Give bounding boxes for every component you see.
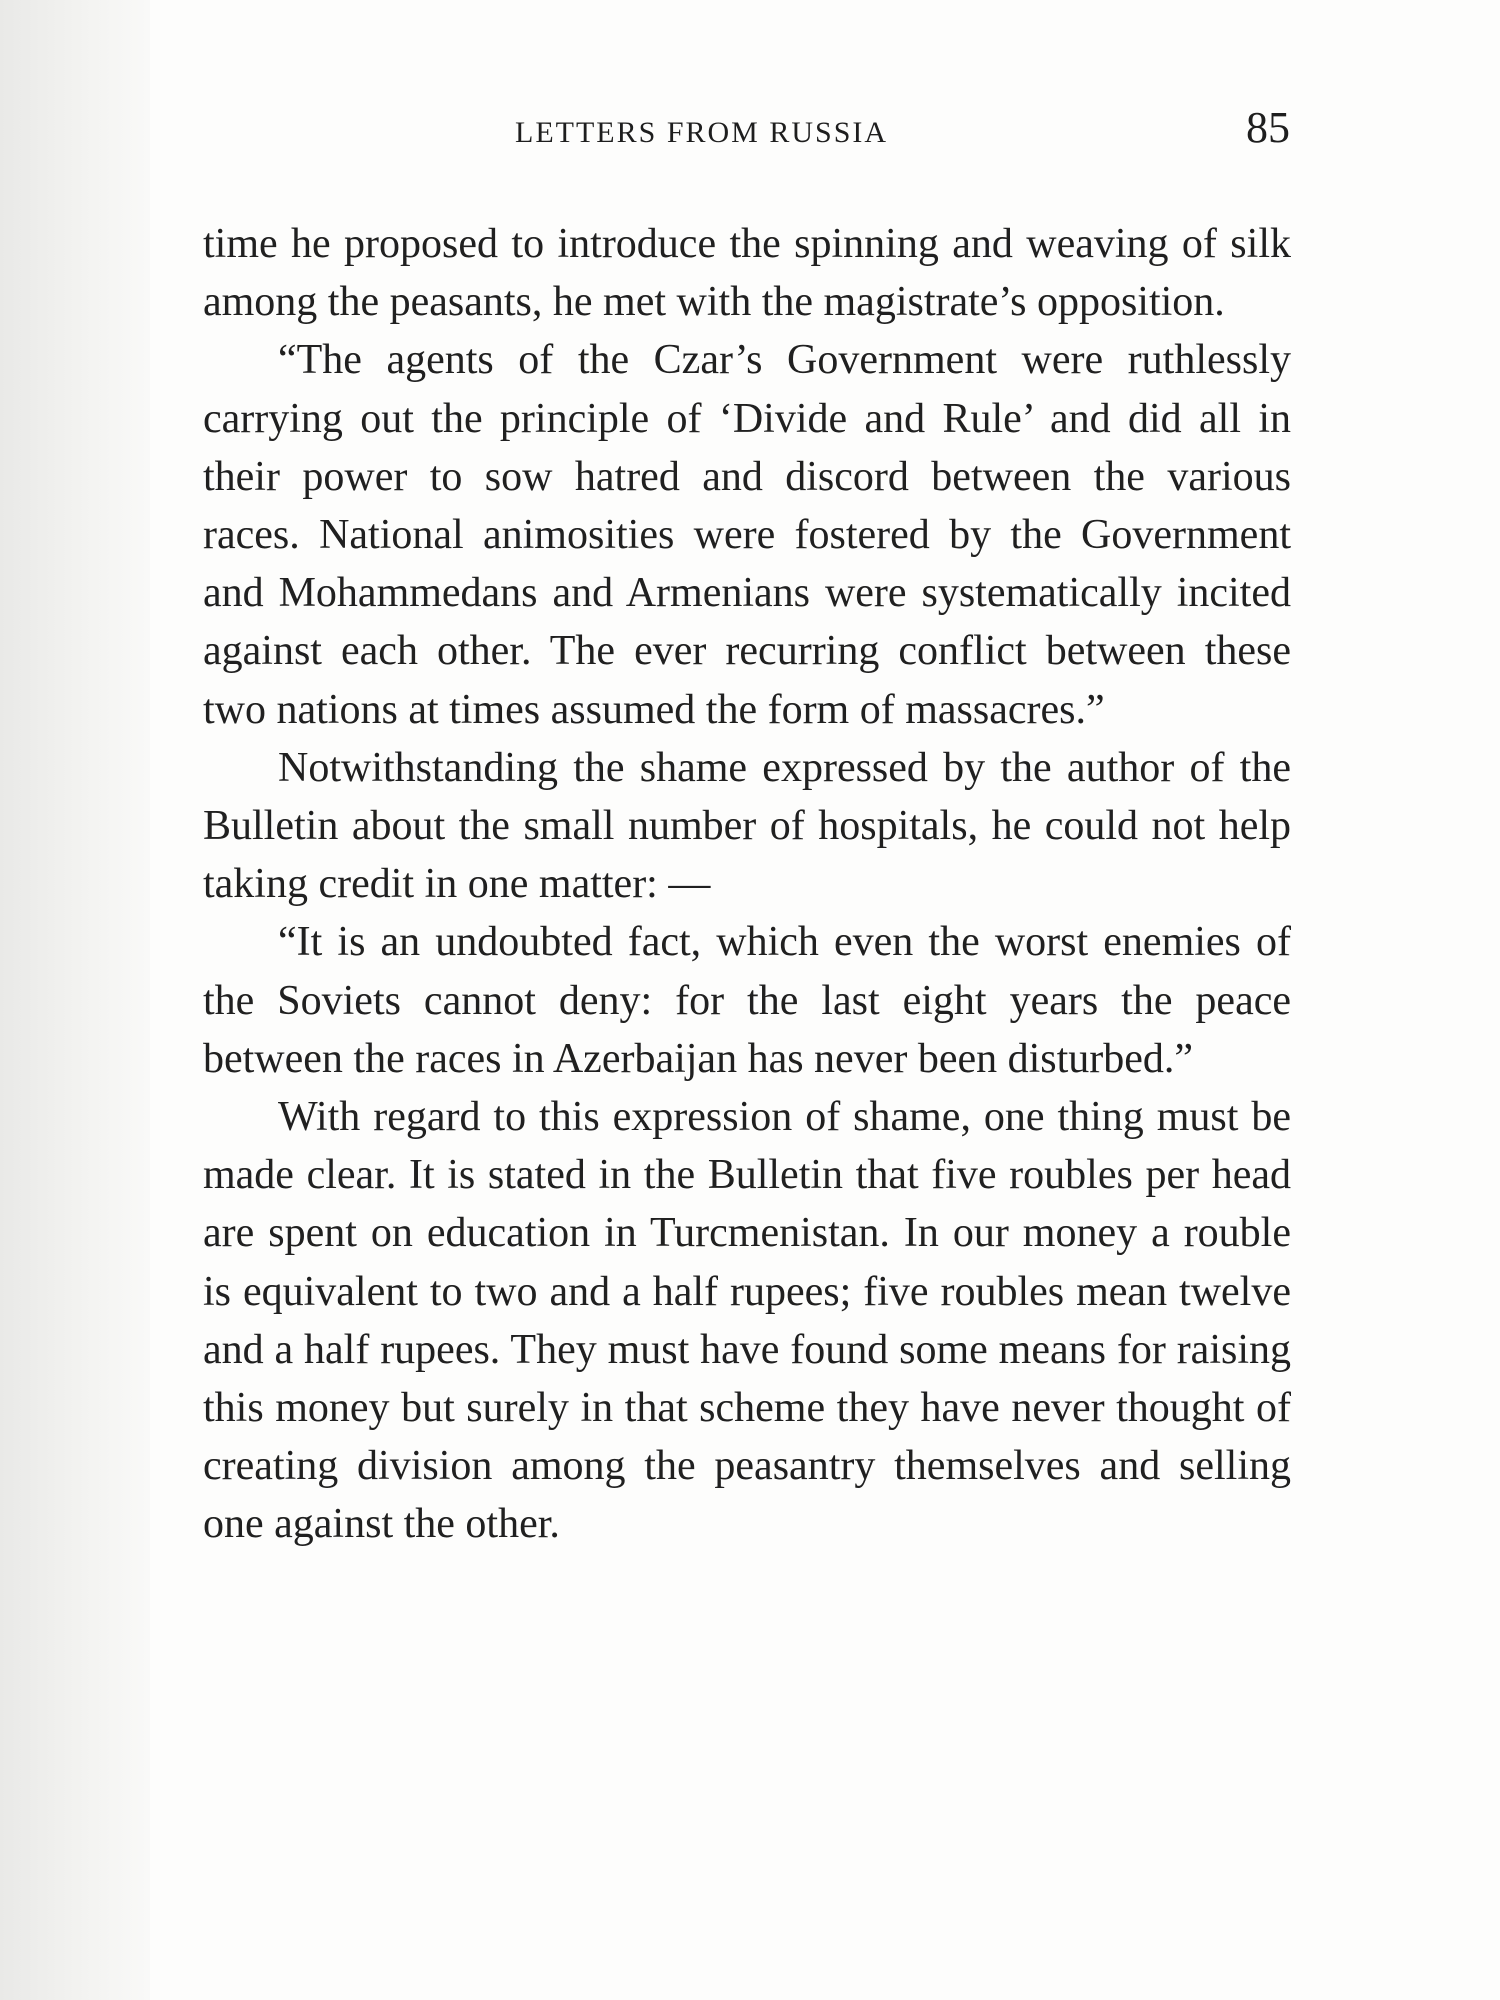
page-number: 85 xyxy=(1246,103,1290,152)
paragraph-quote-czar-government: “The agents of the Czar’s Government were ruthlessly carrying out the principle of ‘Divide and Rule’ and did all in their power to sow hatred and discord between the various races. National animosities were fostered by the Government and Mohammedans and Armenians were systematically incited against each other. The ever recurring conflict between these two nations at times assumed the form of massacres.” xyxy=(203,337,1291,733)
paragraph-expression-of-shame: With regard to this expression of shame, one thing must be made clear. It is stated in the Bulletin that five roubles per head are spent on education in Turcmenistan. In our money a rouble is equivalent to two and a half rupees; five roubles mean twelve and a half rupees. They must have found some means for raising this money but surely in that scheme they have never thought of creating division among the peasantry themselves and selling one against the other. xyxy=(203,1094,1291,1548)
page-gutter-shadow xyxy=(0,0,170,2000)
paragraph-quote-azerbaijan: “It is an undoubted fact, which even the worst enemies of the Soviets cannot deny: for the last eight years the peace between the races in Azerbaijan has never been disturbed.” xyxy=(203,919,1291,1082)
paragraph-continuation: time he proposed to introduce the spinning and weaving of silk among the peasants, he met with the magistrate’s opposition. xyxy=(203,221,1291,326)
running-title: LETTERS FROM RUSSIA xyxy=(515,116,889,149)
running-header xyxy=(200,100,1290,160)
body-text xyxy=(203,215,1291,1554)
paragraph-notwithstanding: Notwithstanding the shame expressed by the author of the Bulletin about the small number of hospitals, he could not help taking credit in one matter: — xyxy=(203,744,1291,908)
